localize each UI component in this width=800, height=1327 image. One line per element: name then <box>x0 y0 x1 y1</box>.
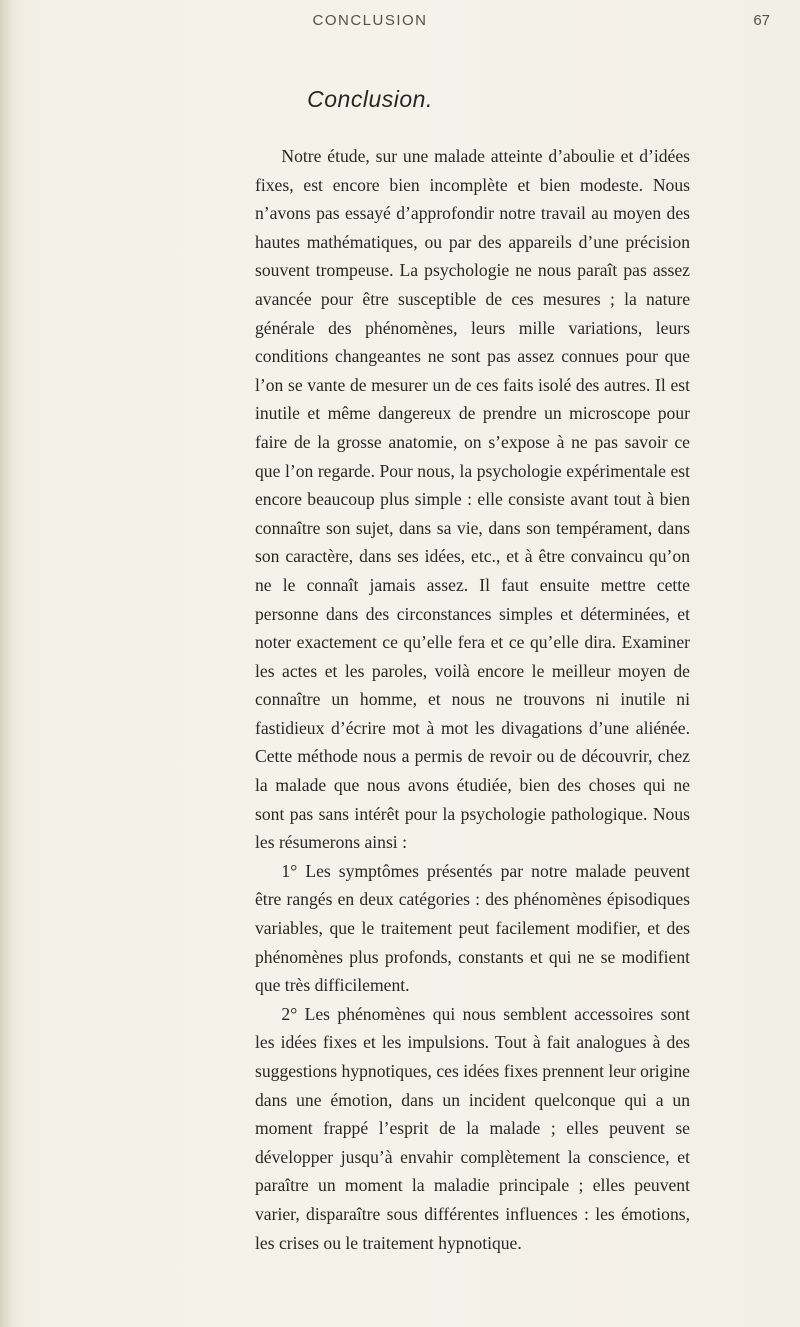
chapter-title: Conclusion. <box>307 86 433 112</box>
page-number: 67 <box>753 12 770 29</box>
page-header <box>0 12 800 36</box>
running-head: CONCLUSION <box>312 12 428 29</box>
paragraph-intro: Notre étude, sur une malade atteinte d’aboulie et d’idées fixes, est encore bien incomplète et bien modeste. Nous n’avons pas essayé d’approfondir notre travail au moyen des hautes mathématiques, ou par des appareils d’une précision souvent trompeuse. La psychologie ne nous paraît pas assez avancée pour être susceptible de ces mesures ; la nature générale des phénomènes, leurs mille variations, leurs conditions changeantes ne sont pas assez connues pour que l’on se vante de mesurer un de ces faits isolé des autres. Il est inutile et même dangereux de prendre un microscope pour faire de la grosse anatomie, on s’expose à ne pas savoir ce que l’on regarde. Pour nous, la psychologie expérimentale est encore beaucoup plus simple : elle consiste avant tout à bien connaître son sujet, dans sa vie, dans son tempérament, dans son caractère, dans ses idées, etc., et à être convaincu qu’on ne le connaît jamais assez. Il faut ensuite mettre cette personne dans des circonstances simples et déterminées, et noter exactement ce qu’elle fera et ce qu’elle dira. Examiner les actes et les paroles, voilà encore le meilleur moyen de connaître un homme, et nous ne trouvons ni inutile ni fastidieux d’écrire mot à mot les divagations d’une aliénée. Cette méthode nous a permis de revoir ou de découvrir, chez la malade que nous avons étudiée, bien des choses qui ne sont pas sans intérêt pour la psychologie pathologique. Nous les résumerons ainsi : <box>255 146 690 853</box>
page-binding-edge <box>0 0 14 1327</box>
body-text <box>255 142 690 1257</box>
paragraph-point-2: 2° Les phénomènes qui nous semblent accessoires sont les idées fixes et les impulsions. Tout à fait analogues à des suggestions hypnotiques, ces idées fixes prennent leur origine dans une émotion, dans un incident quelconque qui a un moment frappé l’esprit de la malade ; elles peuvent se développer jusqu’à envahir complètement la conscience, et paraître un moment la maladie principale ; elles peuvent varier, disparaître sous différentes influences : les émotions, les crises ou le traitement hypnotique. <box>255 1003 690 1253</box>
paragraph-point-1: 1° Les symptômes présentés par notre malade peuvent être rangés en deux catégories : des phénomènes épisodiques variables, que le traitement peut facilement modifier, et des phénomènes plus profonds, constants et qui ne se modifient que très difficilement. <box>255 860 690 996</box>
